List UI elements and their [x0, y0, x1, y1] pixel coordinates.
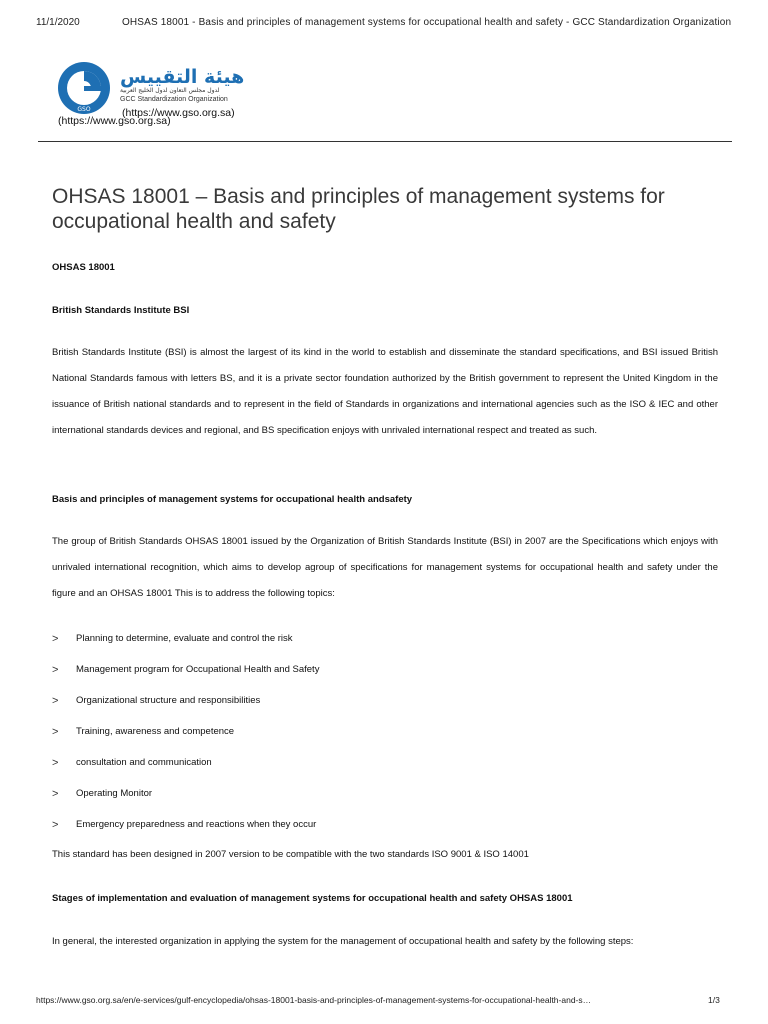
section-label-ohsas: OHSAS 18001: [52, 262, 115, 273]
page-title: OHSAS 18001 – Basis and principles of management systems for occupational health and safety: [52, 185, 665, 233]
list-item: > Operating Monitor: [52, 787, 153, 800]
chevron-right-icon: >: [52, 756, 59, 769]
paragraph-compatibility: This standard has been designed in 2007 version to be compatible with the two standards ISO 9001 & ISO 14001: [52, 849, 529, 860]
section-label-bsi: British Standards Institute BSI: [52, 305, 190, 316]
list-item: > Organizational structure and responsibilities: [52, 694, 261, 707]
logo-badge-text: GSO: [77, 106, 91, 113]
logo-english-name: GCC Standardization Organization: [120, 96, 228, 103]
section-label-stages: Stages of implementation and evaluation of management systems for occupational health and safety OHSAS 18001: [52, 893, 573, 904]
print-header-date: 11/1/2020: [36, 17, 80, 28]
paragraph-group: The group of British Standards OHSAS 18001 issued by the Organization of British Standards Institute (BSI) in 2007 are the Specifications which enjoys with unrivaled international recognition, which aims to develop agroup of specifications for management systems for occupational health and safety under the figure and an OHSAS 18001 This is to address the following topics:: [52, 536, 718, 599]
list-item: > Planning to determine, evaluate and control the risk: [52, 632, 293, 645]
chevron-right-icon: >: [52, 818, 59, 831]
paragraph-bsi: British Standards Institute (BSI) is almost the largest of its kind in the world to establish and disseminate the standard specifications, and BSI issued British National Standards famous with letters BS, and it is a private sector foundation authorized by the British government to represent the United Kingdom in the issuance of British national standards and to represent in the field of Standards in organizations and international agencies such as the ISO & IEC and other international standards devices and regional, and BS specification enjoys with unrivaled international respect and treated as such.: [52, 347, 718, 436]
chevron-right-icon: >: [52, 663, 59, 676]
logo-url-link[interactable]: (https://www.gso.org.sa): [122, 107, 235, 119]
logo-url-link-alt[interactable]: (https://www.gso.org.sa): [58, 115, 171, 127]
logo-arabic-subtitle: لدول مجلس التعاون لدول الخليج العربية: [120, 87, 220, 94]
list-item: > Emergency preparedness and reactions when they occur: [52, 818, 317, 831]
chevron-right-icon: >: [52, 725, 59, 738]
list-item: > Training, awareness and competence: [52, 725, 235, 738]
print-footer-url: https://www.gso.org.sa/en/e-services/gulf-encyclopedia/ohsas-18001-basis-and-principles-of-management-systems-for-occupational-health-and-s…: [36, 995, 592, 1005]
list-item: > Management program for Occupational Health and Safety: [52, 663, 320, 676]
print-header-title: OHSAS 18001 - Basis and principles of management systems for occupational health and safety - GCC Standardization Organization: [122, 17, 732, 28]
logo-arabic-name: هيئة التقييس: [120, 66, 245, 88]
chevron-right-icon: >: [52, 694, 59, 707]
section-label-basis: Basis and principles of management systems for occupational health andsafety: [52, 494, 413, 505]
print-footer-page-number: 1/3: [708, 995, 720, 1005]
gso-logo-icon[interactable]: [56, 60, 112, 116]
paragraph-general: In general, the interested organization in applying the system for the management of occupational health and safety by the following steps:: [52, 936, 634, 947]
chevron-right-icon: >: [52, 787, 59, 800]
topics-list: [52, 623, 319, 840]
list-item: > consultation and communication: [52, 756, 212, 769]
header-divider: [38, 141, 732, 142]
chevron-right-icon: >: [52, 632, 59, 645]
